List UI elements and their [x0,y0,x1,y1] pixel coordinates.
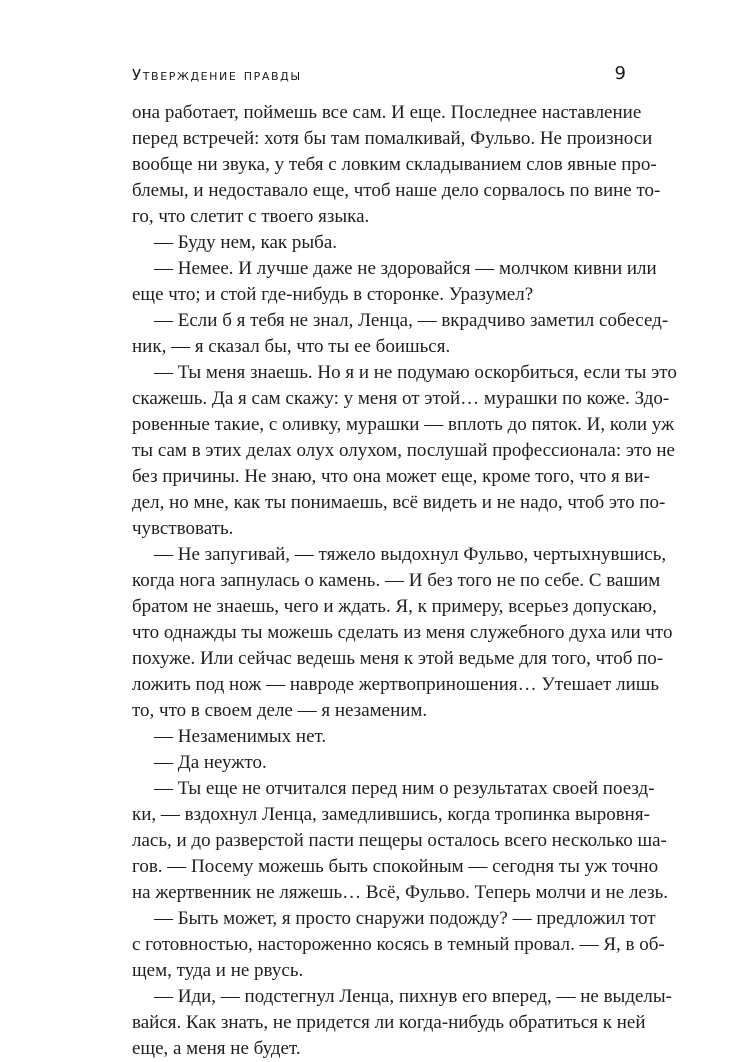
text-line: — Ты еще не отчитался перед ним о результатах своей поезд- [154,778,655,799]
text-line: — Буду нем, как рыба. [154,232,338,253]
text-line: блемы, и недоставало еще, чтоб наше дело сорвалось по вине то- [132,180,661,201]
text-line: еще, а меня не будет. [132,1038,301,1059]
text-line: — Если б я тебя не знал, Ленца, — вкрадчиво заметил собесед- [154,310,669,331]
text-line: перед встречей: хотя бы там помалкивай, Фульво. Не произноси [132,128,653,149]
running-head-title: Утверждение правды [132,66,302,84]
text-line: щем, туда и не рвусь. [132,960,304,981]
text-line: — Не запугивай, — тяжело выдохнул Фульво, чертыхнувшись, [154,544,667,565]
text-line: гов. — Посему можешь быть спокойным — сегодня ты уж точно [132,856,659,877]
text-line: — Ты меня знаешь. Но я и не подумаю оскорбиться, если ты это [154,362,677,383]
text-line: — Немее. И лучше даже не здоровайся — молчком кивни или [154,258,657,279]
text-line: чувствовать. [132,518,234,539]
text-line: вообще ни звука, у тебя с ловким складыванием слов явные про- [132,154,657,175]
text-line: дел, но мне, как ты понимаешь, всё видеть и не надо, чтоб это по- [132,492,666,513]
text-line: когда нога запнулась о камень. — И без того не по себе. С вашим [132,570,661,591]
text-line: — Иди, — подстегнул Ленца, пихнув его вперед, — не выделы- [154,986,672,1007]
text-line: что однажды ты можешь сделать из меня служебного духа или что [132,622,673,643]
text-line: лась, и до разверстой пасти пещеры осталось всего несколько ша- [132,830,667,851]
text-line: похуже. Или сейчас ведешь меня к этой ведьме для того, чтоб по- [132,648,664,669]
text-line: с готовностью, настороженно косясь в темный провал. — Я, в об- [132,934,665,955]
text-line: без причины. Не знаю, что она может еще, кроме того, что я ви- [132,466,650,487]
text-line: го, что слетит с твоего языка. [132,206,370,227]
text-line: еще что; и стой где-нибудь в сторонке. Уразумел? [132,284,534,305]
text-line: ки, — вздохнул Ленца, замедлившись, когда тропинка выровня- [132,804,650,825]
page-number: 9 [614,63,626,84]
text-line: ты сам в этих делах олух олухом, послушай профессионала: это не [132,440,675,461]
text-line: ложить под нож — навроде жертвоприношения… Утешает лишь [132,674,660,695]
running-head [132,62,626,92]
text-line: на жертвенник не ляжешь… Всё, Фульво. Теперь молчи и не лезь. [132,882,669,903]
text-line: она работает, поймешь все сам. И еще. Последнее наставление [132,102,642,123]
text-line: — Да неужто. [154,752,267,773]
text-line: вайся. Как знать, не придется ли когда-нибудь обратиться к ней [132,1012,646,1033]
text-line: братом не знаешь, чего и ждать. Я, к примеру, всерьез допускаю, [132,596,657,617]
text-line: то, что в своем деле — я незаменим. [132,700,428,721]
text-line: ник, — я сказал бы, что ты ее боишься. [132,336,451,357]
text-line: скажешь. Да я сам скажу: у меня от этой… мурашки по коже. Здо- [132,388,670,409]
text-line: — Незаменимых нет. [154,726,327,747]
body-text [132,100,677,1062]
text-line: ровенные такие, с оливку, мурашки — вплоть до пяток. И, коли уж [132,414,675,435]
text-line: — Быть может, я просто снаружи подожду? — предложил тот [154,908,656,929]
